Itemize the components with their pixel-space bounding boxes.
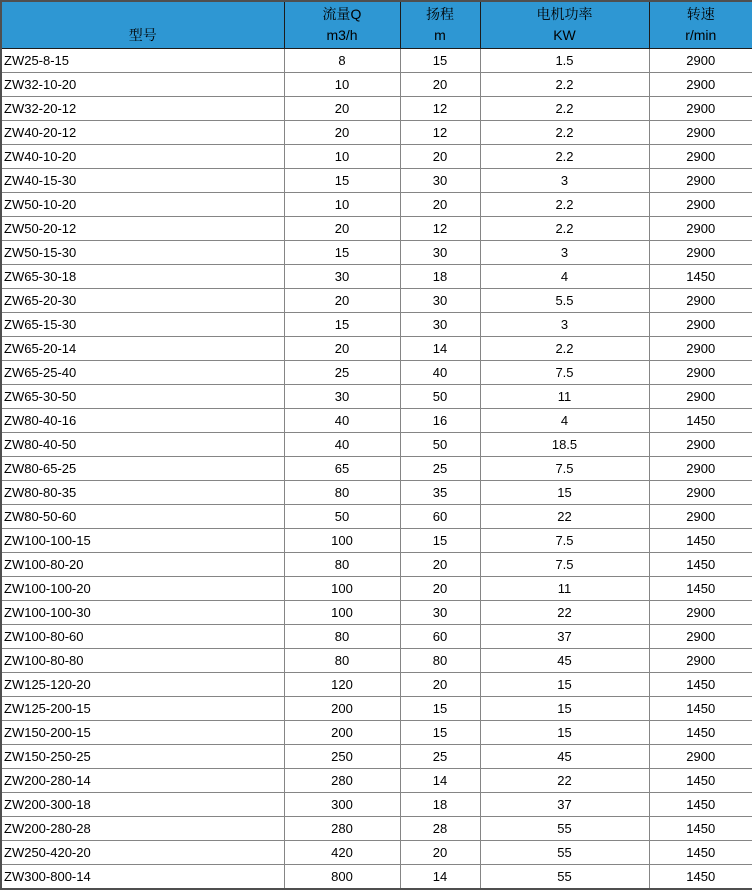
value-cell: 2900	[649, 481, 752, 505]
value-cell: 14	[400, 865, 480, 890]
value-cell: 37	[480, 793, 649, 817]
value-cell: 2900	[649, 97, 752, 121]
column-header-model-label: 型号	[128, 27, 157, 43]
model-cell: ZW300-800-14	[1, 865, 284, 890]
value-cell: 20	[284, 337, 400, 361]
value-cell: 18	[400, 265, 480, 289]
value-cell: 65	[284, 457, 400, 481]
value-cell: 120	[284, 673, 400, 697]
value-cell: 15	[400, 49, 480, 73]
value-cell: 1450	[649, 841, 752, 865]
value-cell: 60	[400, 625, 480, 649]
model-cell: ZW65-30-18	[1, 265, 284, 289]
value-cell: 2900	[649, 625, 752, 649]
value-cell: 12	[400, 97, 480, 121]
value-cell: 2900	[649, 217, 752, 241]
value-cell: 80	[284, 625, 400, 649]
table-row	[1, 313, 752, 337]
value-cell: 1450	[649, 673, 752, 697]
value-cell: 280	[284, 817, 400, 841]
table-row	[1, 505, 752, 529]
value-cell: 30	[284, 385, 400, 409]
model-cell: ZW50-15-30	[1, 241, 284, 265]
value-cell: 15	[480, 673, 649, 697]
table-row	[1, 625, 752, 649]
value-cell: 20	[284, 217, 400, 241]
value-cell: 37	[480, 625, 649, 649]
value-cell: 420	[284, 841, 400, 865]
model-cell: ZW100-100-15	[1, 529, 284, 553]
table-row	[1, 601, 752, 625]
value-cell: 200	[284, 721, 400, 745]
model-cell: ZW65-15-30	[1, 313, 284, 337]
table-row	[1, 265, 752, 289]
table-row	[1, 481, 752, 505]
column-header-model	[1, 1, 284, 49]
column-header-head-unit: m	[434, 27, 446, 43]
value-cell: 14	[400, 337, 480, 361]
value-cell: 5.5	[480, 289, 649, 313]
value-cell: 14	[400, 769, 480, 793]
value-cell: 80	[284, 553, 400, 577]
table-row	[1, 121, 752, 145]
value-cell: 15	[480, 721, 649, 745]
value-cell: 60	[400, 505, 480, 529]
value-cell: 10	[284, 193, 400, 217]
value-cell: 40	[284, 433, 400, 457]
table-row	[1, 337, 752, 361]
table-row	[1, 793, 752, 817]
value-cell: 2900	[649, 649, 752, 673]
model-cell: ZW40-15-30	[1, 169, 284, 193]
value-cell: 55	[480, 817, 649, 841]
value-cell: 2.2	[480, 97, 649, 121]
value-cell: 80	[284, 481, 400, 505]
value-cell: 1450	[649, 721, 752, 745]
model-cell: ZW150-250-25	[1, 745, 284, 769]
value-cell: 2900	[649, 49, 752, 73]
model-cell: ZW100-100-20	[1, 577, 284, 601]
value-cell: 15	[400, 697, 480, 721]
value-cell: 3	[480, 169, 649, 193]
table-row	[1, 577, 752, 601]
value-cell: 2900	[649, 313, 752, 337]
value-cell: 20	[400, 553, 480, 577]
value-cell: 1450	[649, 409, 752, 433]
value-cell: 16	[400, 409, 480, 433]
model-cell: ZW100-80-20	[1, 553, 284, 577]
column-header-head-label: 扬程	[426, 6, 454, 22]
value-cell: 28	[400, 817, 480, 841]
table-row	[1, 73, 752, 97]
value-cell: 15	[400, 529, 480, 553]
column-header-speed-unit: r/min	[685, 27, 717, 43]
value-cell: 2900	[649, 121, 752, 145]
model-cell: ZW80-40-50	[1, 433, 284, 457]
model-cell: ZW80-80-35	[1, 481, 284, 505]
value-cell: 20	[400, 73, 480, 97]
value-cell: 2900	[649, 361, 752, 385]
value-cell: 15	[480, 481, 649, 505]
value-cell: 7.5	[480, 361, 649, 385]
value-cell: 1450	[649, 577, 752, 601]
column-header-speed	[649, 1, 752, 49]
value-cell: 2.2	[480, 73, 649, 97]
value-cell: 22	[480, 769, 649, 793]
model-cell: ZW100-80-80	[1, 649, 284, 673]
model-cell: ZW40-20-12	[1, 121, 284, 145]
value-cell: 20	[400, 841, 480, 865]
model-cell: ZW200-280-28	[1, 817, 284, 841]
value-cell: 1450	[649, 865, 752, 890]
model-cell: ZW100-100-30	[1, 601, 284, 625]
value-cell: 22	[480, 601, 649, 625]
column-header-flow-unit: m3/h	[326, 27, 358, 43]
value-cell: 80	[400, 649, 480, 673]
value-cell: 2900	[649, 289, 752, 313]
value-cell: 1450	[649, 265, 752, 289]
model-cell: ZW32-10-20	[1, 73, 284, 97]
value-cell: 2900	[649, 193, 752, 217]
value-cell: 10	[284, 73, 400, 97]
value-cell: 2900	[649, 457, 752, 481]
model-cell: ZW65-20-14	[1, 337, 284, 361]
value-cell: 8	[284, 49, 400, 73]
table-row	[1, 841, 752, 865]
model-cell: ZW200-280-14	[1, 769, 284, 793]
value-cell: 7.5	[480, 553, 649, 577]
value-cell: 200	[284, 697, 400, 721]
value-cell: 55	[480, 865, 649, 890]
value-cell: 45	[480, 745, 649, 769]
value-cell: 15	[284, 313, 400, 337]
value-cell: 4	[480, 265, 649, 289]
model-cell: ZW100-80-60	[1, 625, 284, 649]
column-header-power	[480, 1, 649, 49]
value-cell: 30	[400, 241, 480, 265]
value-cell: 11	[480, 577, 649, 601]
table-header	[1, 1, 752, 49]
value-cell: 18	[400, 793, 480, 817]
value-cell: 10	[284, 145, 400, 169]
table-row	[1, 865, 752, 890]
value-cell: 80	[284, 649, 400, 673]
table-row	[1, 217, 752, 241]
value-cell: 2900	[649, 505, 752, 529]
model-cell: ZW200-300-18	[1, 793, 284, 817]
value-cell: 15	[400, 721, 480, 745]
value-cell: 30	[400, 313, 480, 337]
value-cell: 1.5	[480, 49, 649, 73]
table-row	[1, 769, 752, 793]
value-cell: 1450	[649, 769, 752, 793]
table-row	[1, 49, 752, 73]
table-row	[1, 97, 752, 121]
value-cell: 25	[284, 361, 400, 385]
value-cell: 35	[400, 481, 480, 505]
table-row	[1, 193, 752, 217]
value-cell: 250	[284, 745, 400, 769]
value-cell: 7.5	[480, 457, 649, 481]
table-row	[1, 721, 752, 745]
value-cell: 11	[480, 385, 649, 409]
value-cell: 2.2	[480, 121, 649, 145]
value-cell: 1450	[649, 697, 752, 721]
table-row	[1, 817, 752, 841]
value-cell: 30	[284, 265, 400, 289]
column-header-flow-label: 流量Q	[322, 6, 362, 22]
model-cell: ZW65-20-30	[1, 289, 284, 313]
table-row	[1, 697, 752, 721]
model-cell: ZW32-20-12	[1, 97, 284, 121]
value-cell: 1450	[649, 529, 752, 553]
column-header-speed-label: 转速	[686, 6, 715, 22]
model-cell: ZW125-200-15	[1, 697, 284, 721]
value-cell: 2.2	[480, 337, 649, 361]
value-cell: 20	[284, 97, 400, 121]
table-row	[1, 673, 752, 697]
value-cell: 2.2	[480, 145, 649, 169]
value-cell: 800	[284, 865, 400, 890]
model-cell: ZW80-50-60	[1, 505, 284, 529]
value-cell: 4	[480, 409, 649, 433]
column-header-head	[400, 1, 480, 49]
value-cell: 280	[284, 769, 400, 793]
value-cell: 20	[284, 289, 400, 313]
table-row	[1, 745, 752, 769]
value-cell: 40	[284, 409, 400, 433]
value-cell: 2900	[649, 145, 752, 169]
value-cell: 22	[480, 505, 649, 529]
model-cell: ZW250-420-20	[1, 841, 284, 865]
value-cell: 40	[400, 361, 480, 385]
table-row	[1, 361, 752, 385]
value-cell: 2.2	[480, 193, 649, 217]
model-cell: ZW25-8-15	[1, 49, 284, 73]
value-cell: 20	[400, 193, 480, 217]
value-cell: 20	[400, 577, 480, 601]
table-row	[1, 409, 752, 433]
model-cell: ZW40-10-20	[1, 145, 284, 169]
value-cell: 15	[284, 241, 400, 265]
value-cell: 2900	[649, 241, 752, 265]
value-cell: 100	[284, 577, 400, 601]
value-cell: 15	[284, 169, 400, 193]
value-cell: 2900	[649, 745, 752, 769]
value-cell: 15	[480, 697, 649, 721]
value-cell: 1450	[649, 553, 752, 577]
model-cell: ZW150-200-15	[1, 721, 284, 745]
value-cell: 45	[480, 649, 649, 673]
value-cell: 2900	[649, 433, 752, 457]
value-cell: 7.5	[480, 529, 649, 553]
value-cell: 2900	[649, 385, 752, 409]
table-row	[1, 457, 752, 481]
value-cell: 55	[480, 841, 649, 865]
table-row	[1, 169, 752, 193]
table-row	[1, 289, 752, 313]
value-cell: 3	[480, 241, 649, 265]
value-cell: 2900	[649, 73, 752, 97]
value-cell: 30	[400, 601, 480, 625]
table-row	[1, 529, 752, 553]
value-cell: 2900	[649, 337, 752, 361]
value-cell: 25	[400, 457, 480, 481]
model-cell: ZW65-30-50	[1, 385, 284, 409]
value-cell: 1450	[649, 817, 752, 841]
value-cell: 2900	[649, 169, 752, 193]
value-cell: 30	[400, 169, 480, 193]
value-cell: 300	[284, 793, 400, 817]
value-cell: 1450	[649, 793, 752, 817]
value-cell: 50	[400, 385, 480, 409]
table-row	[1, 649, 752, 673]
column-header-power-label: 电机功率	[536, 6, 593, 22]
model-cell: ZW65-25-40	[1, 361, 284, 385]
model-cell: ZW50-10-20	[1, 193, 284, 217]
value-cell: 12	[400, 217, 480, 241]
value-cell: 50	[400, 433, 480, 457]
value-cell: 25	[400, 745, 480, 769]
value-cell: 2.2	[480, 217, 649, 241]
value-cell: 2900	[649, 601, 752, 625]
table-row	[1, 385, 752, 409]
table-row	[1, 553, 752, 577]
table-row	[1, 241, 752, 265]
table-body	[1, 49, 752, 890]
model-cell: ZW50-20-12	[1, 217, 284, 241]
model-cell: ZW80-40-16	[1, 409, 284, 433]
value-cell: 30	[400, 289, 480, 313]
value-cell: 20	[284, 121, 400, 145]
value-cell: 50	[284, 505, 400, 529]
table-row	[1, 145, 752, 169]
column-header-power-unit: KW	[553, 27, 576, 43]
value-cell: 20	[400, 145, 480, 169]
column-header-flow	[284, 1, 400, 49]
value-cell: 12	[400, 121, 480, 145]
value-cell: 100	[284, 601, 400, 625]
value-cell: 3	[480, 313, 649, 337]
value-cell: 18.5	[480, 433, 649, 457]
model-cell: ZW125-120-20	[1, 673, 284, 697]
header-row	[1, 1, 752, 49]
model-cell: ZW80-65-25	[1, 457, 284, 481]
value-cell: 20	[400, 673, 480, 697]
table-row	[1, 433, 752, 457]
value-cell: 100	[284, 529, 400, 553]
